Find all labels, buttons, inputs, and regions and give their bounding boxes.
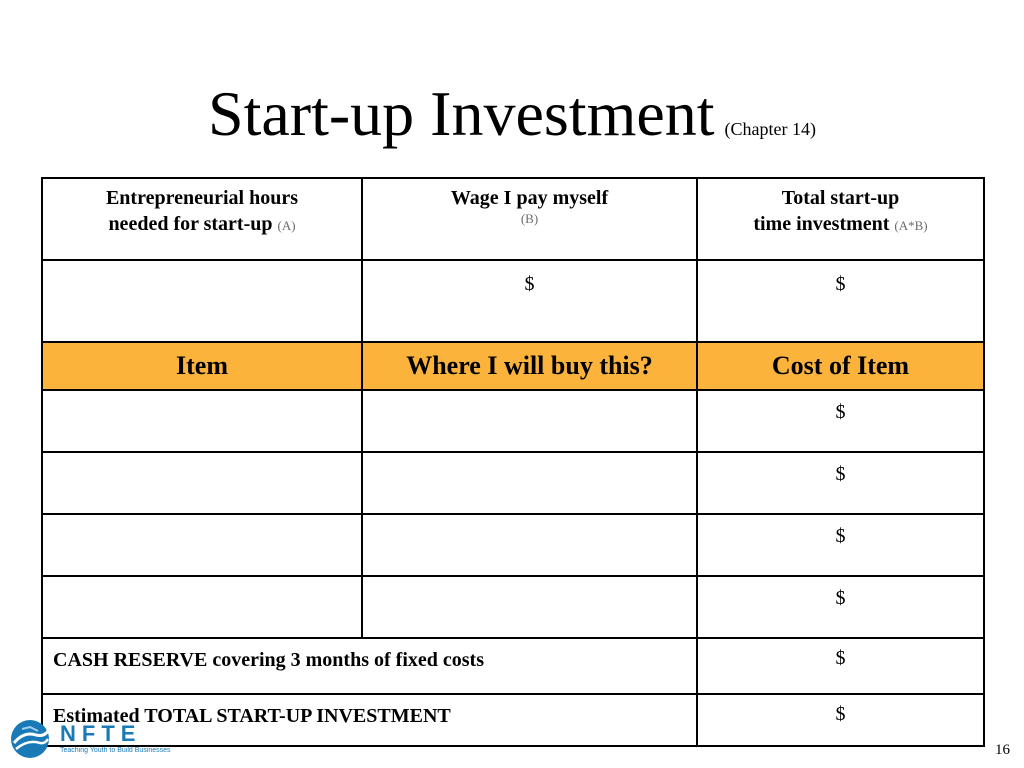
table-row bbox=[42, 576, 984, 638]
hours-input-cell[interactable] bbox=[42, 260, 362, 342]
header-hours-line2: needed for start-up bbox=[108, 213, 273, 235]
total-investment-label: Estimated TOTAL START-UP INVESTMENT bbox=[42, 694, 697, 746]
item-cell[interactable] bbox=[42, 576, 362, 638]
page-number: 16 bbox=[995, 742, 1010, 758]
slide-title: Start-up Investment bbox=[207, 78, 715, 149]
slide-title-block bbox=[0, 78, 1024, 150]
total-investment-value[interactable]: $ bbox=[697, 694, 984, 746]
cost-cell[interactable]: $ bbox=[697, 452, 984, 514]
nfte-logo bbox=[8, 717, 171, 761]
table-row bbox=[42, 390, 984, 452]
cash-reserve-label: CASH RESERVE covering 3 months of fixed costs bbox=[42, 638, 697, 694]
table-row bbox=[42, 452, 984, 514]
table-row bbox=[42, 514, 984, 576]
items-header-row bbox=[42, 342, 984, 390]
logo-tagline: Teaching Youth to Build Businesses bbox=[60, 747, 171, 754]
header-hours-cell bbox=[42, 178, 362, 260]
header-total-line2: time investment bbox=[753, 213, 890, 235]
where-cell[interactable] bbox=[362, 514, 697, 576]
items-header-item: Item bbox=[42, 342, 362, 390]
where-cell[interactable] bbox=[362, 452, 697, 514]
item-cell[interactable] bbox=[42, 390, 362, 452]
header-wage-line1: Wage I pay myself bbox=[450, 187, 609, 209]
header-total-note: (A*B) bbox=[894, 218, 928, 233]
slide-subtitle: (Chapter 14) bbox=[724, 119, 817, 139]
header-wage-cell bbox=[362, 178, 697, 260]
item-cell[interactable] bbox=[42, 514, 362, 576]
items-header-cost: Cost of Item bbox=[697, 342, 984, 390]
wage-input-cell[interactable]: $ bbox=[362, 260, 697, 342]
cost-cell[interactable]: $ bbox=[697, 514, 984, 576]
startup-investment-table bbox=[41, 177, 985, 747]
header-hours-note: (A) bbox=[277, 218, 296, 233]
header-total-cell bbox=[697, 178, 984, 260]
where-cell[interactable] bbox=[362, 390, 697, 452]
where-cell[interactable] bbox=[362, 576, 697, 638]
table-header-row bbox=[42, 178, 984, 260]
cost-cell[interactable]: $ bbox=[697, 576, 984, 638]
logo-wordmark: NFTE bbox=[60, 721, 142, 746]
cash-reserve-value[interactable]: $ bbox=[697, 638, 984, 694]
header-hours-line1: Entrepreneurial hours bbox=[105, 187, 299, 209]
total-time-input-cell[interactable]: $ bbox=[697, 260, 984, 342]
item-cell[interactable] bbox=[42, 452, 362, 514]
cash-reserve-row bbox=[42, 638, 984, 694]
header-total-line1: Total start-up bbox=[781, 187, 900, 209]
total-investment-row bbox=[42, 694, 984, 746]
header-wage-note: (B) bbox=[520, 211, 539, 226]
items-header-where: Where I will buy this? bbox=[362, 342, 697, 390]
cost-cell[interactable]: $ bbox=[697, 390, 984, 452]
nfte-globe-icon bbox=[8, 717, 52, 761]
time-investment-row bbox=[42, 260, 984, 342]
